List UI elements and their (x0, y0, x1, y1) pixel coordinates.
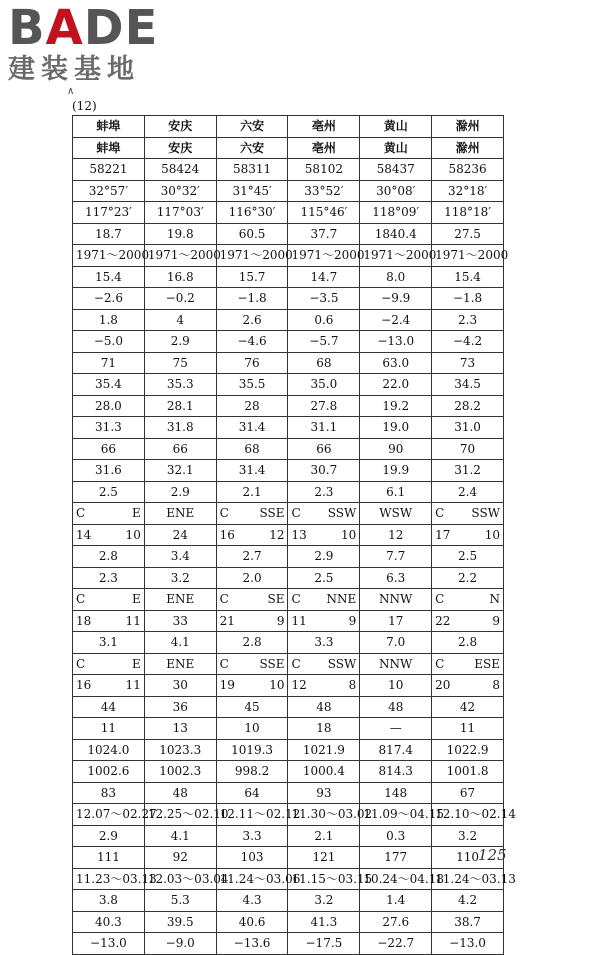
table-cell: −4.6 (216, 331, 288, 353)
table-cell: C ESE (432, 653, 504, 675)
table-cell: 71 (73, 352, 145, 374)
table-cell: 16.8 (144, 266, 216, 288)
table-cell: −13.0 (73, 933, 145, 955)
table-cell: 66 (73, 438, 145, 460)
table-cell: 41.3 (288, 911, 360, 933)
table-cell: C SSW (432, 503, 504, 525)
table-cell: 42 (432, 696, 504, 718)
table-cell: 27.6 (360, 911, 432, 933)
table-cell: C N (432, 589, 504, 611)
table-cell: 3.2 (432, 825, 504, 847)
table-cell: C SSW (288, 653, 360, 675)
table-cell: 33 (144, 610, 216, 632)
table-cell: 12.07～02.27 (73, 804, 145, 826)
table-row (73, 524, 504, 546)
table-cell: 35.5 (216, 374, 288, 396)
table-cell: ENE (144, 503, 216, 525)
table-cell: 103 (216, 847, 288, 869)
table-cell: 83 (73, 782, 145, 804)
table-cell: 1971～2000 (288, 245, 360, 267)
table-cell: 2.8 (73, 546, 145, 568)
table-row (73, 632, 504, 654)
table-cell: 2.5 (73, 481, 145, 503)
table-cell: 13 10 (288, 524, 360, 546)
table-row (73, 718, 504, 740)
table-row (73, 116, 504, 138)
table-row (73, 696, 504, 718)
table-cell: 22.0 (360, 374, 432, 396)
table-cell: 63.0 (360, 352, 432, 374)
table-cell: 1001.8 (432, 761, 504, 783)
table-cell: 2.5 (288, 567, 360, 589)
table-row (73, 395, 504, 417)
table-cell: 7.0 (360, 632, 432, 654)
table-cell: 12.25～02.10 (144, 804, 216, 826)
table-row (73, 890, 504, 912)
table-cell: 177 (360, 847, 432, 869)
table-cell: −5.7 (288, 331, 360, 353)
logo-wordmark (8, 0, 159, 56)
table-cell: 31.0 (432, 417, 504, 439)
table-row (73, 503, 504, 525)
table-cell: 116°30′ (216, 202, 288, 224)
table-cell: 31°45′ (216, 180, 288, 202)
table-row (73, 739, 504, 761)
table-row (73, 352, 504, 374)
brand-logo (8, 0, 159, 86)
table-cell: 12 (360, 524, 432, 546)
table-cell: 4.1 (144, 825, 216, 847)
table-row (73, 417, 504, 439)
table-cell: 11.09～04.15 (360, 804, 432, 826)
table-cell: 5.3 (144, 890, 216, 912)
table-cell: 58311 (216, 159, 288, 181)
table-cell: 12.11～02.12 (216, 804, 288, 826)
table-cell: 六安 (216, 137, 288, 159)
table-cell: 15.7 (216, 266, 288, 288)
table-cell: 28.1 (144, 395, 216, 417)
table-cell: 2.0 (216, 567, 288, 589)
table-row (73, 245, 504, 267)
table-cell: NNW (360, 589, 432, 611)
table-cell: −5.0 (73, 331, 145, 353)
table-cell: 1971～2000 (216, 245, 288, 267)
table-cell: 11 9 (288, 610, 360, 632)
table-cell: 8.0 (360, 266, 432, 288)
table-cell: 3.4 (144, 546, 216, 568)
table-cell: 31.6 (73, 460, 145, 482)
table-cell: 22 9 (432, 610, 504, 632)
table-cell: 18 11 (73, 610, 145, 632)
table-cell: — (360, 718, 432, 740)
table-cell: 45 (216, 696, 288, 718)
table-row (73, 589, 504, 611)
table-cell: 亳州 (288, 137, 360, 159)
table-cell: 4.1 (144, 632, 216, 654)
table-cell: 3.1 (73, 632, 145, 654)
table-cell: 93 (288, 782, 360, 804)
table-cell: 35.3 (144, 374, 216, 396)
table-cell: 安庆 (144, 137, 216, 159)
table-cell: 31.4 (216, 460, 288, 482)
table-row (73, 847, 504, 869)
table-cell: C E (73, 653, 145, 675)
table-cell: 2.9 (73, 825, 145, 847)
table-cell: 1971～2000 (144, 245, 216, 267)
table-cell: 4.2 (432, 890, 504, 912)
caret-mark-icon: ∧ (67, 86, 75, 97)
table-cell: −13.0 (360, 331, 432, 353)
table-cell: WSW (360, 503, 432, 525)
table-row (73, 761, 504, 783)
table-cell: 148 (360, 782, 432, 804)
table-row (73, 933, 504, 955)
table-row (73, 825, 504, 847)
table-cell: 70 (432, 438, 504, 460)
table-cell: 1.8 (73, 309, 145, 331)
table-cell: 48 (288, 696, 360, 718)
table-cell: 44 (73, 696, 145, 718)
table-cell: 15.4 (73, 266, 145, 288)
table-cell: 2.3 (288, 481, 360, 503)
table-cell: 2.8 (432, 632, 504, 654)
table-cell: 64 (216, 782, 288, 804)
table-row (73, 202, 504, 224)
table-cell: 58236 (432, 159, 504, 181)
table-cell: 28 (216, 395, 288, 417)
logo-chinese: 建装基地 (8, 54, 140, 85)
table-cell: 滁州 (432, 116, 504, 138)
table-cell: 6.3 (360, 567, 432, 589)
table-row (73, 137, 504, 159)
table-cell: 10.24～04.18 (360, 868, 432, 890)
table-cell: 11 (432, 718, 504, 740)
table-cell: 30°08′ (360, 180, 432, 202)
table-cell: 17 (360, 610, 432, 632)
table-cell: 19 10 (216, 675, 288, 697)
table-cell: 0.6 (288, 309, 360, 331)
table-cell: 16 12 (216, 524, 288, 546)
table-cell: 16 11 (73, 675, 145, 697)
table-cell: 32.1 (144, 460, 216, 482)
table-row (73, 546, 504, 568)
table-cell: 73 (432, 352, 504, 374)
table-cell: ENE (144, 653, 216, 675)
table-cell: 1971～2000 (360, 245, 432, 267)
table-row (73, 481, 504, 503)
table-cell: 60.5 (216, 223, 288, 245)
table-cell: 36 (144, 696, 216, 718)
page-number: 125 (478, 846, 507, 864)
table-cell: 3.8 (73, 890, 145, 912)
table-cell: 12 8 (288, 675, 360, 697)
table-cell: −22.7 (360, 933, 432, 955)
table-cell: 2.2 (432, 567, 504, 589)
table-cell: 11.30～03.02 (288, 804, 360, 826)
table-cell: 18 (288, 718, 360, 740)
table-cell: 115°46′ (288, 202, 360, 224)
table-cell: 14.7 (288, 266, 360, 288)
table-cell: 7.7 (360, 546, 432, 568)
table-cell: 17 10 (432, 524, 504, 546)
table-cell: −9.0 (144, 933, 216, 955)
table-cell: 48 (144, 782, 216, 804)
table-cell: 35.0 (288, 374, 360, 396)
table-cell: C E (73, 503, 145, 525)
climate-data-table (72, 115, 516, 955)
table-cell: 39.5 (144, 911, 216, 933)
table-cell: 66 (144, 438, 216, 460)
table-row (73, 331, 504, 353)
table-cell: 11.24～03.13 (432, 868, 504, 890)
table-cell: 10 (216, 718, 288, 740)
table-cell: 2.6 (216, 309, 288, 331)
table-cell: 2.1 (216, 481, 288, 503)
table-cell: 31.4 (216, 417, 288, 439)
table-cell: 37.7 (288, 223, 360, 245)
table-cell: 31.8 (144, 417, 216, 439)
table-cell: 3.2 (144, 567, 216, 589)
table-cell: 33°52′ (288, 180, 360, 202)
table-cell: 2.3 (73, 567, 145, 589)
table-cell: −2.6 (73, 288, 145, 310)
table-row (73, 460, 504, 482)
table-cell: 117°03′ (144, 202, 216, 224)
table-cell: 998.2 (216, 761, 288, 783)
table-row (73, 911, 504, 933)
table-cell: −9.9 (360, 288, 432, 310)
table-cell: 19.8 (144, 223, 216, 245)
table-cell: 814.3 (360, 761, 432, 783)
table-cell: −13.6 (216, 933, 288, 955)
table-cell: 28.2 (432, 395, 504, 417)
table-cell: 3.3 (216, 825, 288, 847)
table-cell: 1023.3 (144, 739, 216, 761)
table-cell: 滁州 (432, 137, 504, 159)
table-cell: 20 8 (432, 675, 504, 697)
table-cell: 32°57′ (73, 180, 145, 202)
table-cell: NNW (360, 653, 432, 675)
table-cell: 2.8 (216, 632, 288, 654)
table-cell: 2.4 (432, 481, 504, 503)
table-cell: 2.9 (144, 481, 216, 503)
table-row (73, 438, 504, 460)
table-cell: 92 (144, 847, 216, 869)
table-cell: 19.9 (360, 460, 432, 482)
table-cell: C SSE (216, 503, 288, 525)
table-cell: 30.7 (288, 460, 360, 482)
table-cell: 六安 (216, 116, 288, 138)
logo-letter-a: A (45, 0, 84, 56)
table-cell: −2.4 (360, 309, 432, 331)
table-cell: 90 (360, 438, 432, 460)
table-cell: 27.5 (432, 223, 504, 245)
table-cell: 6.1 (360, 481, 432, 503)
table-cell: 40.6 (216, 911, 288, 933)
table-row (73, 223, 504, 245)
table-cell: −13.0 (432, 933, 504, 955)
table-cell: 0.3 (360, 825, 432, 847)
table-cell: 10 (360, 675, 432, 697)
table-cell: 1.4 (360, 890, 432, 912)
table-cell: 31.3 (73, 417, 145, 439)
table-cell: 黄山 (360, 116, 432, 138)
table-cell: −1.8 (216, 288, 288, 310)
table-cell: 30 (144, 675, 216, 697)
table-row (73, 804, 504, 826)
table-row (73, 567, 504, 589)
table-cell: C SSW (288, 503, 360, 525)
table-cell: 1840.4 (360, 223, 432, 245)
table-cell: 58437 (360, 159, 432, 181)
table-cell: 1971～2000 (432, 245, 504, 267)
table-cell: 1022.9 (432, 739, 504, 761)
table-cell: 1002.6 (73, 761, 145, 783)
table-cell: 48 (360, 696, 432, 718)
table-cell: 1024.0 (73, 739, 145, 761)
table-cell: 2.1 (288, 825, 360, 847)
table-cell: 121 (288, 847, 360, 869)
table-cell: 110 (432, 847, 504, 869)
table-cell: 2.9 (288, 546, 360, 568)
table-cell: 14 10 (73, 524, 145, 546)
table-row (73, 288, 504, 310)
table-cell: 68 (216, 438, 288, 460)
table-cell: 4.3 (216, 890, 288, 912)
table-cell: 31.2 (432, 460, 504, 482)
table-cell: 2.7 (216, 546, 288, 568)
table-cell: 3.3 (288, 632, 360, 654)
table-cell: 68 (288, 352, 360, 374)
table-row (73, 782, 504, 804)
table-cell: 31.1 (288, 417, 360, 439)
table-cell: −4.2 (432, 331, 504, 353)
table-cell: 1000.4 (288, 761, 360, 783)
table-cell: 安庆 (144, 116, 216, 138)
table-cell: 1971～2000 (73, 245, 145, 267)
table-cell: 817.4 (360, 739, 432, 761)
table-cell: 40.3 (73, 911, 145, 933)
table-cell: 11.15～03.15 (288, 868, 360, 890)
table-cell: C NNE (288, 589, 360, 611)
table-cell: 111 (73, 847, 145, 869)
table-cell: −1.8 (432, 288, 504, 310)
table-cell: 2.5 (432, 546, 504, 568)
table-row (73, 309, 504, 331)
table-row (73, 266, 504, 288)
table-cell: 58424 (144, 159, 216, 181)
table-cell: 24 (144, 524, 216, 546)
table-cell: 1021.9 (288, 739, 360, 761)
table-cell: 117°23′ (73, 202, 145, 224)
table-cell: 58221 (73, 159, 145, 181)
table-cell: 21 9 (216, 610, 288, 632)
table-cell: 蚌埠 (73, 137, 145, 159)
table-row (73, 374, 504, 396)
table-cell: 12.10～02.14 (432, 804, 504, 826)
table-cell: 2.3 (432, 309, 504, 331)
table-cell: 30°32′ (144, 180, 216, 202)
table-row (73, 653, 504, 675)
table-row (73, 675, 504, 697)
table-cell: 67 (432, 782, 504, 804)
table-cell: 1019.3 (216, 739, 288, 761)
table-cell: 35.4 (73, 374, 145, 396)
table-cell: 12.03～03.04 (144, 868, 216, 890)
table-cell: 66 (288, 438, 360, 460)
table-cell: −3.5 (288, 288, 360, 310)
table-cell: 118°09′ (360, 202, 432, 224)
table-cell: 13 (144, 718, 216, 740)
table-cell: 11.24～03.06 (216, 868, 288, 890)
table-cell: 27.8 (288, 395, 360, 417)
table-cell: 11 (73, 718, 145, 740)
table-cell: 15.4 (432, 266, 504, 288)
logo-letter-b: B (8, 0, 46, 56)
table-cell: 4 (144, 309, 216, 331)
table-cell: 19.2 (360, 395, 432, 417)
table-row (73, 610, 504, 632)
table-cell: 38.7 (432, 911, 504, 933)
table-cell: 34.5 (432, 374, 504, 396)
table-cell: 11.23～03.13 (73, 868, 145, 890)
table-cell: 76 (216, 352, 288, 374)
table-cell: 蚌埠 (73, 116, 145, 138)
table-cell: 2.9 (144, 331, 216, 353)
table-cell: 75 (144, 352, 216, 374)
table-cell: 18.7 (73, 223, 145, 245)
table-cell: 118°18′ (432, 202, 504, 224)
logo-letters-de: DE (83, 0, 159, 56)
table-cell: −0.2 (144, 288, 216, 310)
table-cell: 3.2 (288, 890, 360, 912)
table-cell: 1002.3 (144, 761, 216, 783)
table-row (73, 180, 504, 202)
table-cell: 19.0 (360, 417, 432, 439)
table-label: (12) (72, 99, 97, 113)
table-cell: C SSE (216, 653, 288, 675)
table-cell: ENE (144, 589, 216, 611)
table-cell: 58102 (288, 159, 360, 181)
table-row (73, 868, 504, 890)
table-cell: C E (73, 589, 145, 611)
table-cell: 亳州 (288, 116, 360, 138)
table-row (73, 159, 504, 181)
table-cell: 32°18′ (432, 180, 504, 202)
table-cell: 黄山 (360, 137, 432, 159)
table-cell: −17.5 (288, 933, 360, 955)
table-cell: C SE (216, 589, 288, 611)
table-cell: 28.0 (73, 395, 145, 417)
